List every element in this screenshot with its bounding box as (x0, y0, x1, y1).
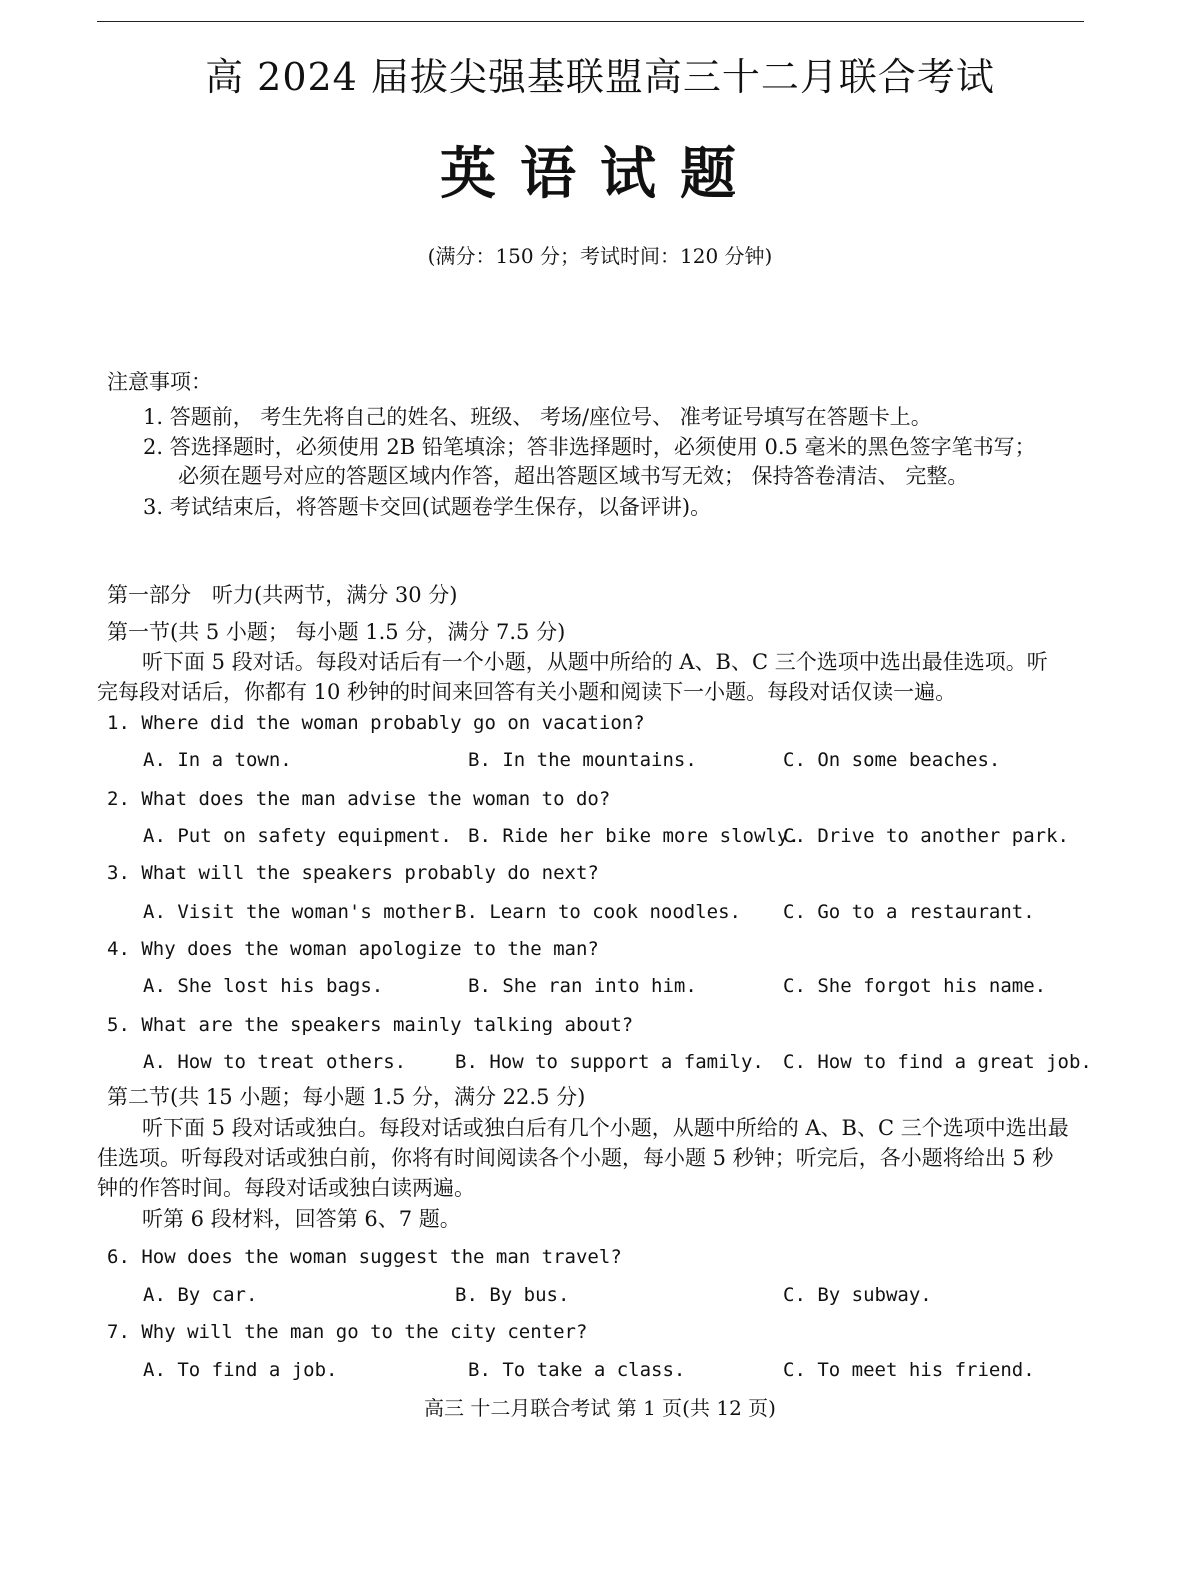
notice-item-2: 2. 答选择题时，必须使用 2B 铅笔填涂；答非选择题时，必须使用 0.5 毫米的黑色签字笔书写； (143, 435, 1036, 459)
section2-heading: 第二节(共 15 小题；每小题 1.5 分，满分 22.5 分) (107, 1085, 586, 1109)
section2-instructions-3: 钟的作答时间。每段对话或独白读两遍。 (97, 1176, 475, 1200)
question-3-stem: 3. What will the speakers probably do next? (107, 862, 599, 884)
exam-title: 高 2024 届拔尖强基联盟高三十二月联合考试 (205, 55, 995, 99)
section1-instructions-1: 听下面 5 段对话。每段对话后有一个小题，从题中所给的 A、B、C 三个选项中选出最佳选项。听 (142, 650, 1048, 674)
part1-heading: 第一部分 听力(共两节，满分 30 分) (107, 583, 458, 607)
question-4-stem: 4. Why does the woman apologize to the man? (107, 938, 599, 960)
question-5-stem: 5. What are the speakers mainly talking about? (107, 1014, 634, 1036)
question-3-option-a: A. Visit the woman's mother. (143, 901, 464, 923)
notice-item-3: 3. 考试结束后，将答题卡交回(试题卷学生保存，以备评讲)。 (143, 495, 712, 519)
question-2-stem: 2. What does the man advise the woman to do? (107, 788, 611, 810)
material-note: 听第 6 段材料，回答第 6、7 题。 (142, 1207, 461, 1231)
question-1-option-c: C. On some beaches. (783, 749, 1001, 771)
question-1-option-a: A. In a town. (143, 749, 292, 771)
page-footer: 高三 十二月联合考试 第 1 页(共 12 页) (424, 1396, 776, 1420)
subject-title: 英语试题 (440, 141, 760, 207)
question-5-option-a: A. How to treat others. (143, 1051, 407, 1073)
question-4-option-b: B. She ran into him. (468, 975, 697, 997)
question-6-stem: 6. How does the woman suggest the man travel? (107, 1246, 622, 1268)
question-6-option-a: A. By car. (143, 1284, 258, 1306)
question-1-stem: 1. Where did the woman probably go on vacation? (107, 712, 645, 734)
notice-heading: 注意事项： (107, 370, 212, 394)
notice-item-2-cont: 必须在题号对应的答题区域内作答，超出答题区域书写无效； 保持答卷清洁、 完整。 (178, 464, 969, 488)
question-5-option-b: B. How to support a family. (455, 1051, 764, 1073)
question-6-option-b: B. By bus. (455, 1284, 570, 1306)
top-rule (97, 21, 1084, 22)
section2-instructions-2: 佳选项。听每段对话或独白前，你将有时间阅读各个小题，每小题 5 秒钟；听完后，各小题将给出 5 秒 (97, 1146, 1054, 1170)
question-7-option-a: A. To find a job. (143, 1359, 338, 1381)
section1-heading: 第一节(共 5 小题； 每小题 1.5 分，满分 7.5 分) (107, 620, 566, 644)
question-2-option-c: C. Drive to another park. (783, 825, 1069, 847)
question-3-option-b: B. Learn to cook noodles. (455, 901, 741, 923)
notice-item-1: 1. 答题前， 考生先将自己的姓名、班级、 考场/座位号、 准考证号填写在答题卡上。 (143, 405, 932, 429)
question-5-option-c: C. How to find a great job. (783, 1051, 1092, 1073)
question-6-option-c: C. By subway. (783, 1284, 932, 1306)
question-7-option-c: C. To meet his friend. (783, 1359, 1035, 1381)
question-2-option-b: B. Ride her bike more slowly. (468, 825, 800, 847)
section2-instructions-1: 听下面 5 段对话或独白。每段对话或独白后有几个小题，从题中所给的 A、B、C 三个选项中选出最 (142, 1116, 1069, 1140)
question-7-option-b: B. To take a class. (468, 1359, 686, 1381)
question-4-option-c: C. She forgot his name. (783, 975, 1047, 997)
question-1-option-b: B. In the mountains. (468, 749, 697, 771)
exam-info: (满分：150 分；考试时间：120 分钟) (427, 244, 773, 268)
question-2-option-a: A. Put on safety equipment. (143, 825, 452, 847)
section1-instructions-2: 完每段对话后，你都有 10 秒钟的时间来回答有关小题和阅读下一小题。每段对话仅读一遍。 (97, 680, 957, 704)
question-3-option-c: C. Go to a restaurant. (783, 901, 1035, 923)
question-7-stem: 7. Why will the man go to the city center? (107, 1321, 588, 1343)
question-4-option-a: A. She lost his bags. (143, 975, 384, 997)
